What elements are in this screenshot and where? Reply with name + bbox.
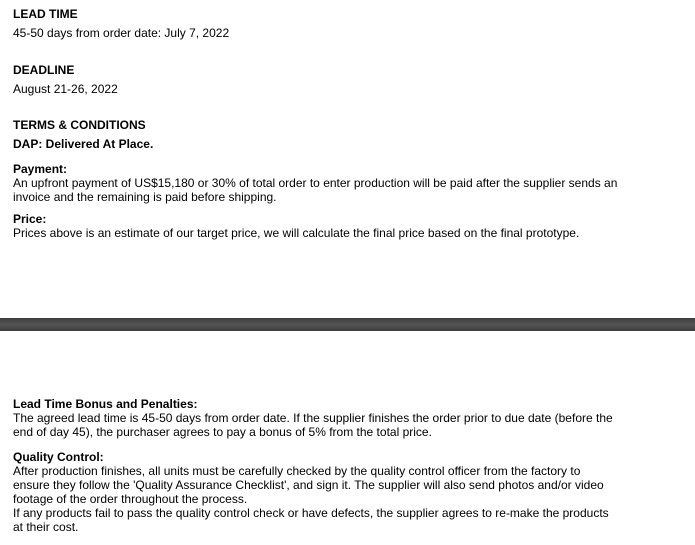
lead-time-section [13, 7, 683, 40]
bonus-heading: Lead Time Bonus and Penalties: [13, 397, 198, 411]
bonus-line-1: The agreed lead time is 45-50 days from order date. If the supplier finishes the order prior to due date (before the [13, 411, 613, 425]
payment-section [13, 163, 683, 204]
quality-heading: Quality Control: [13, 450, 104, 464]
deadline-heading: DEADLINE [13, 63, 75, 77]
quality-line-3: footage of the order throughout the process. [13, 492, 248, 506]
price-heading: Price: [13, 212, 47, 226]
quality-line-2: ensure they follow the 'Quality Assurance Checklist', and sign it. The supplier will also send photos and/or video [13, 478, 604, 492]
quality-line-4: If any products fail to pass the quality control check or have defects, the supplier agrees to re-make the products [13, 506, 609, 520]
page-separator [0, 318, 695, 331]
price-section [13, 213, 683, 240]
dap-text: DAP: Delivered At Place. [13, 137, 154, 151]
lead-time-text: 45-50 days from order date: July 7, 2022 [13, 26, 230, 40]
terms-heading: TERMS & CONDITIONS [13, 118, 146, 132]
payment-line-1: An upfront payment of US$15,180 or 30% of total order to enter production will be paid after the supplier sends an [13, 176, 618, 190]
price-text: Prices above is an estimate of our target price, we will calculate the final price based on the final prototype. [13, 226, 580, 240]
quality-section [13, 451, 683, 534]
quality-line-5: at their cost. [13, 520, 79, 534]
bonus-line-2: end of day 45), the purchaser agrees to pay a bonus of 5% from the total price. [13, 425, 432, 439]
terms-section [13, 118, 683, 151]
bonus-section [13, 398, 683, 439]
document-page-bottom [0, 331, 695, 545]
quality-line-1: After production finishes, all units must be carefully checked by the quality control officer from the factory to [13, 464, 581, 478]
payment-heading: Payment: [13, 162, 68, 176]
deadline-text: August 21-26, 2022 [13, 82, 118, 96]
deadline-section [13, 63, 683, 96]
payment-line-2: invoice and the remaining is paid before shipping. [13, 190, 277, 204]
lead-time-heading: LEAD TIME [13, 7, 78, 21]
